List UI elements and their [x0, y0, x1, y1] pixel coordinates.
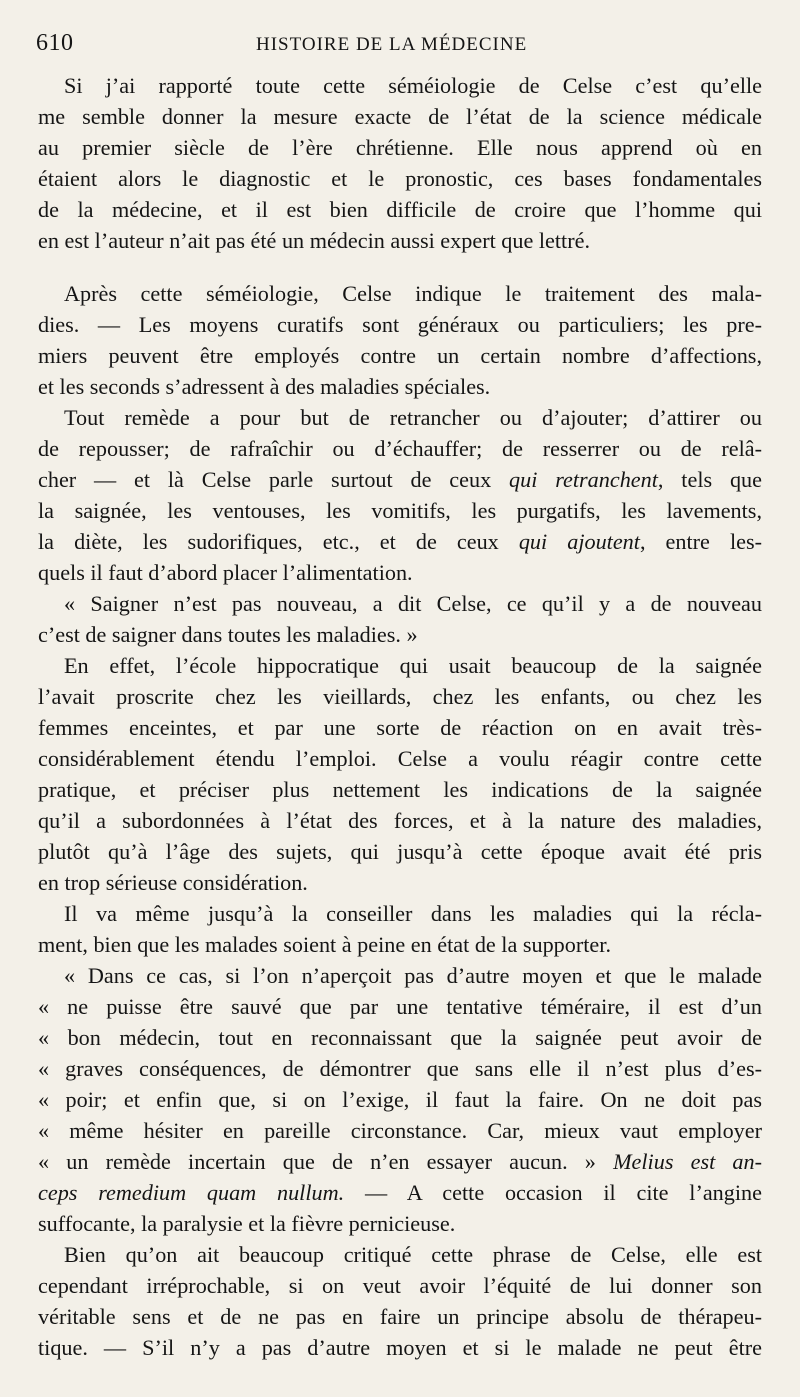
text-line: quels il faut d’abord placer l’alimentation.	[38, 560, 413, 585]
text-line: ment, bien que les malades soient à peine en état de la supporter.	[38, 932, 611, 957]
text-line: ceps remedium quam nullum. — A cette occasion il cite l’angine	[38, 1180, 762, 1205]
text-line: « Dans ce cas, si l’on n’aperçoit pas d’autre moyen et que le malade	[64, 963, 762, 988]
italic-phrase: ceps remedium quam nullum.	[38, 1180, 345, 1205]
text-line: l’avait proscrite chez les vieillards, chez les enfants, ou chez les	[38, 684, 762, 709]
text-line: de la médecine, et il est bien difficile de croire que l’homme qui	[38, 197, 762, 222]
text-line: la saignée, les ventouses, les vomitifs, les purgatifs, les lavements,	[38, 498, 762, 523]
text-line: qu’il a subordonnées à l’état des forces, et à la nature des maladies,	[38, 808, 762, 833]
text-line: plutôt qu’à l’âge des sujets, qui jusqu’à cette époque avait été pris	[38, 839, 762, 864]
text-line: en est l’auteur n’ait pas été un médecin aussi expert que lettré.	[38, 228, 591, 253]
text-line: me semble donner la mesure exacte de l’état de la science médicale	[38, 104, 762, 129]
text-line: pratique, et préciser plus nettement les indications de la saignée	[38, 777, 762, 802]
text-line: et les seconds s’adressent à des maladies spéciales.	[38, 374, 491, 399]
running-head: HISTOIRE DE LA MÉDECINE	[256, 34, 528, 55]
paragraph-gap	[38, 256, 762, 278]
text-line: « graves conséquences, de démontrer que sans elle il n’est plus d’es-	[38, 1056, 762, 1081]
body-text	[38, 70, 762, 1363]
text-line: « poir; et enfin que, si on l’exige, il faut la faire. On ne doit pas	[38, 1087, 762, 1112]
text-line: la diète, les sudorifiques, etc., et de ceux qui ajoutent, entre les-	[38, 529, 762, 554]
text-line: cher — et là Celse parle surtout de ceux qui retranchent, tels que	[38, 467, 762, 492]
text-line: miers peuvent être employés contre un certain nombre d’affections,	[38, 343, 762, 368]
text-line: suffocante, la paralysie et la fièvre pernicieuse.	[38, 1211, 456, 1236]
italic-phrase: qui retranchent	[509, 467, 658, 492]
text-line: Il va même jusqu’à la conseiller dans les maladies qui la récla-	[64, 901, 762, 926]
page-header	[36, 30, 764, 64]
italic-phrase: Melius est an-	[613, 1149, 762, 1174]
text-line: En effet, l’école hippocratique qui usait beaucoup de la saignée	[64, 653, 762, 678]
text-line: Après cette séméiologie, Celse indique le traitement des mala-	[64, 281, 762, 306]
text-line: au premier siècle de l’ère chrétienne. Elle nous apprend où en	[38, 135, 762, 160]
text-line: Si j’ai rapporté toute cette séméiologie de Celse c’est qu’elle	[64, 73, 762, 98]
text-line: Tout remède a pour but de retrancher ou d’ajouter; d’attirer ou	[64, 405, 762, 430]
text-line: « bon médecin, tout en reconnaissant que la saignée peut avoir de	[38, 1025, 762, 1050]
text-line: cependant irréprochable, si on veut avoir l’équité de lui donner son	[38, 1273, 762, 1298]
text-line: dies. — Les moyens curatifs sont généraux ou particuliers; les pre-	[38, 312, 762, 337]
text-line: « un remède incertain que de n’en essayer aucun. » Melius est an-	[38, 1149, 762, 1174]
text-line: en trop sérieuse considération.	[38, 870, 308, 895]
text-line: considérablement étendu l’emploi. Celse a voulu réagir contre cette	[38, 746, 762, 771]
text-line: « même hésiter en pareille circonstance. Car, mieux vaut employer	[38, 1118, 762, 1143]
page-number: 610	[36, 30, 74, 56]
text-line: « ne puisse être sauvé que par une tentative téméraire, il est d’un	[38, 994, 762, 1019]
text-line: étaient alors le diagnostic et le pronostic, ces bases fondamentales	[38, 166, 762, 191]
text-line: femmes enceintes, et par une sorte de réaction on en avait très-	[38, 715, 762, 740]
text-line: « Saigner n’est pas nouveau, a dit Celse, ce qu’il y a de nouveau	[64, 591, 762, 616]
text-line: Bien qu’on ait beaucoup critiqué cette phrase de Celse, elle est	[64, 1242, 762, 1267]
italic-phrase: qui ajoutent	[518, 529, 640, 554]
text-line: c’est de saigner dans toutes les maladies. »	[38, 622, 418, 647]
text-line: tique. — S’il n’y a pas d’autre moyen et si le malade ne peut être	[38, 1335, 762, 1360]
text-line: de repousser; de rafraîchir ou d’échauffer; de resserrer ou de relâ-	[38, 436, 762, 461]
text-line: véritable sens et de ne pas en faire un principe absolu de thérapeu-	[38, 1304, 762, 1329]
